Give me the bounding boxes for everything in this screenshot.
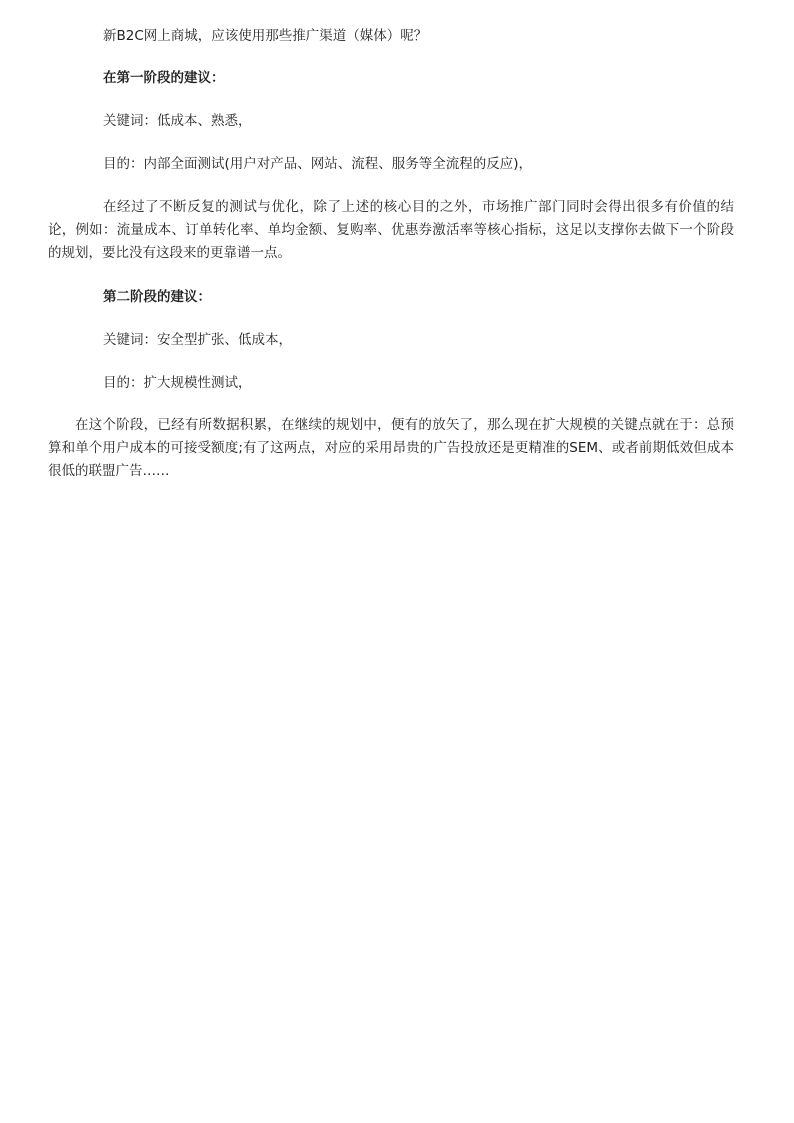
- stage2-body-paragraph: 在这个阶段，已经有所数据积累，在继续的规划中，便有的放矢了，那么现在扩大规模的关键点就在于：总预算和单个用户成本的可接受额度;有了这两点，对应的采用昂贵的广告投放还是更精准的SEM、或者前期低效但成本很低的联盟广告……: [48, 417, 734, 479]
- stage1-heading: 在第一阶段的建议：: [103, 70, 225, 86]
- stage2-purpose: 目的：扩大规模性测试，: [103, 375, 252, 391]
- intro-question: 新B2C网上商城，应该使用那些推广渠道（媒体）呢？: [103, 28, 428, 44]
- stage2-keywords: 关键词：安全型扩张、低成本，: [103, 332, 292, 348]
- stage2-heading: 第二阶段的建议：: [103, 289, 211, 305]
- stage1-purpose: 目的：内部全面测试(用户对产品、网站、流程、服务等全流程的反应)，: [103, 156, 533, 172]
- stage1-keywords: 关键词：低成本、熟悉，: [103, 113, 252, 129]
- stage1-body-paragraph: 在经过了不断反复的测试与优化，除了上述的核心目的之外，市场推广部门同时会得出很多有价值的结论，例如：流量成本、订单转化率、单均金额、复购率、优惠券激活率等核心指标，这足以支撑你去做下一个阶段的规划，要比没有这段来的更靠谱一点。: [48, 199, 734, 261]
